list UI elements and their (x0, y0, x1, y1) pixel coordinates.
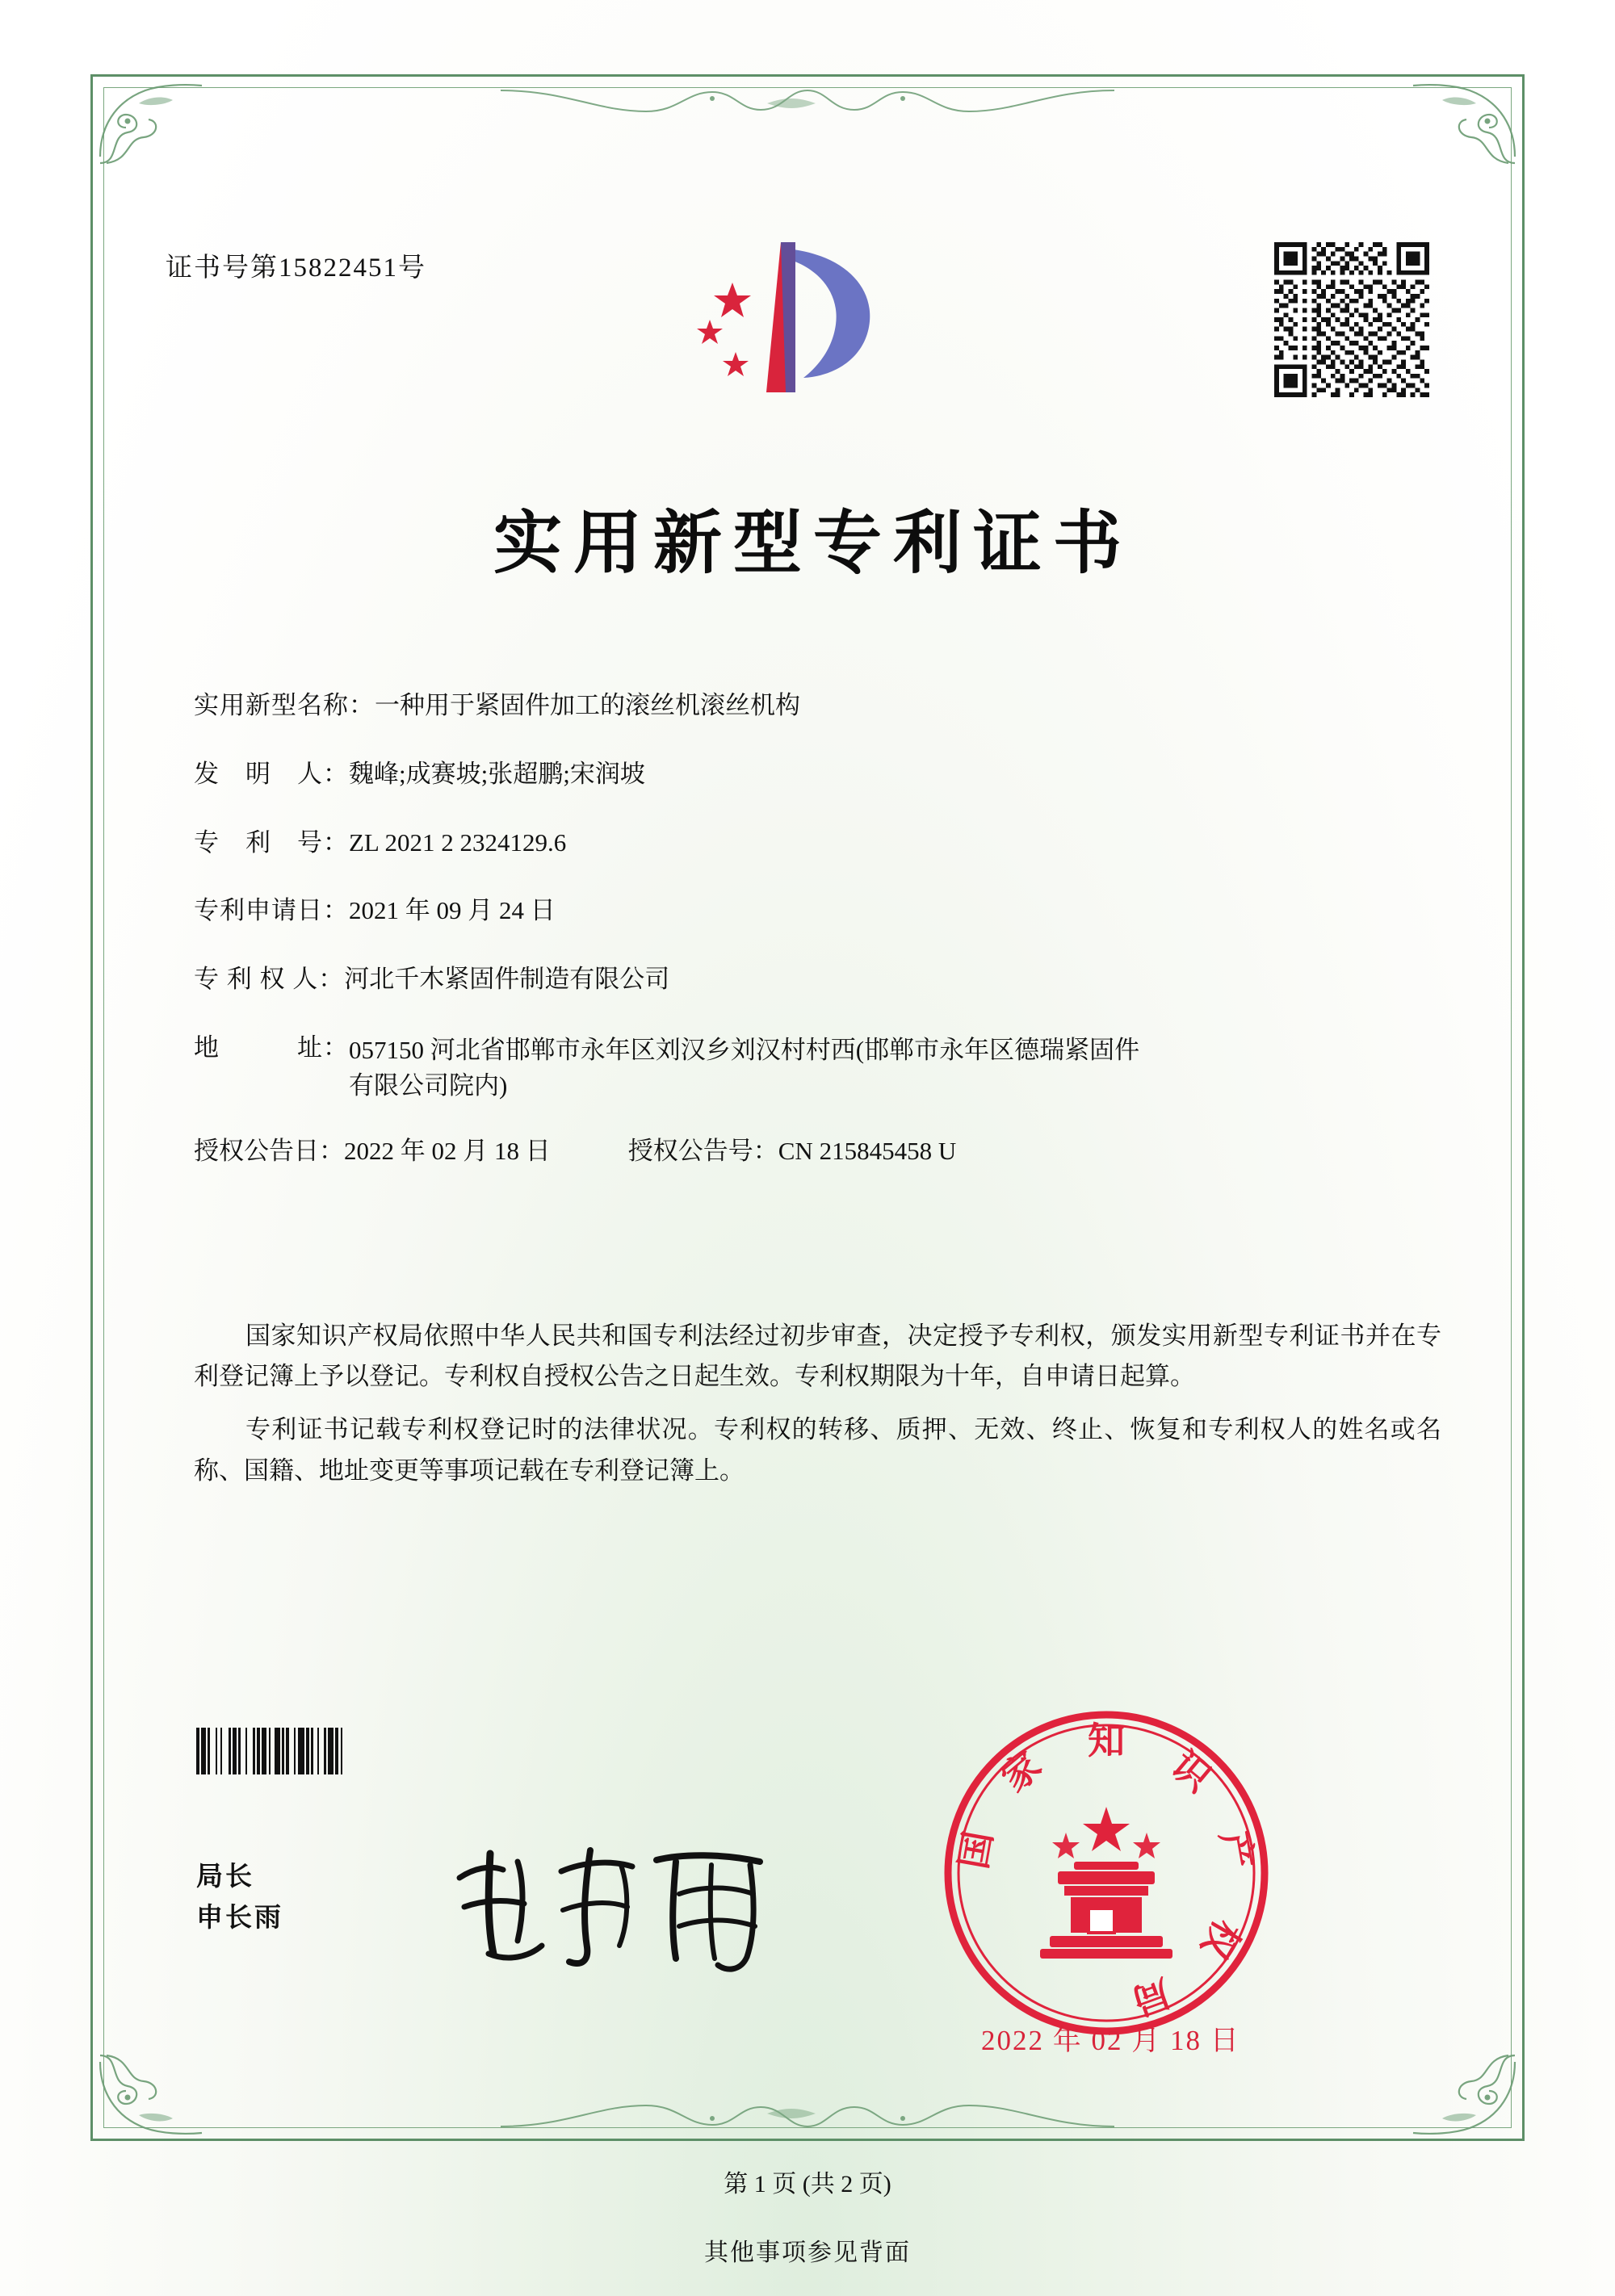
paragraph-1: 国家知识产权局依照中华人民共和国专利法经过初步审查，决定授予专利权，颁发实用新型专利证书并在专利登记簿上予以登记。专利权自授权公告之日起生效。专利权期限为十年，自申请日起算。 (194, 1322, 1441, 1391)
qr-code (1274, 242, 1429, 397)
corner-ornament-icon (1399, 79, 1520, 168)
field-label: 专利申请日： (194, 896, 349, 925)
border-flourish-icon (501, 2089, 1114, 2138)
field-label: 实用新型名称： (194, 691, 375, 719)
border-flourish-icon (501, 79, 1114, 128)
field-label: 发 明 人： (194, 759, 349, 788)
page-title: 实用新型专利证书 (493, 503, 1133, 584)
field-value: 057150 河北省邯郸市永年区刘汉乡刘汉村村西(邯郸市永年区德瑞紧固件有限公司院内) (349, 1035, 1140, 1100)
signature-labels (196, 1857, 283, 1939)
seal-date: 2022 年 02 月 18 日 (981, 2025, 1240, 2056)
field-label: 专 利 号： (194, 827, 349, 857)
paragraph-2: 专利证书记载专利权登记时的法律状况。专利权的转移、质押、无效、终止、恢复和专利权人的姓名或名称、国籍、地址变更等事项记载在专利登记簿上。 (194, 1415, 1441, 1485)
corner-ornament-icon (1399, 2051, 1520, 2139)
field-value: ZL 2021 2 2324129.6 (349, 827, 567, 857)
barcode-bar (247, 1728, 253, 1774)
barcode-bar (275, 1728, 280, 1774)
svg-text:国: 国 (950, 1828, 1001, 1872)
field-label: 专 利 权 人： (194, 965, 345, 993)
cnipa-logo-icon (682, 234, 892, 408)
grant-number-label: 授权公告号： (627, 1136, 778, 1165)
back-note: 其他事项参见背面 (704, 2239, 911, 2266)
corner-ornament-icon (95, 2051, 216, 2139)
field-value: 河北千木紧固件制造有限公司 (344, 965, 670, 993)
cnipa-red-seal-icon (937, 1703, 1276, 2043)
grant-date-label: 授权公告日： (194, 1136, 344, 1165)
grant-date-value: 2022 年 02 月 18 日 (344, 1136, 551, 1165)
field-value: 魏峰;成赛坡;张超鹏;宋润坡 (349, 759, 645, 788)
field-row-utility-model-name (194, 690, 1454, 722)
barcode-bar (342, 1728, 346, 1774)
barcode-bar (328, 1728, 333, 1774)
field-row-inventors (194, 759, 1454, 790)
svg-text:家: 家 (992, 1742, 1050, 1800)
certificate-number: 证书号第15822451号 (166, 253, 426, 283)
grant-number-value: CN 215845458 U (778, 1136, 957, 1165)
svg-text:识: 识 (1163, 1742, 1220, 1800)
field-label: 地 址： (194, 1033, 349, 1062)
director-name: 申长雨 (196, 1904, 283, 1934)
svg-text:权: 权 (1193, 1912, 1249, 1967)
field-value: 一种用于紧固件加工的滚丝机滚丝机构 (375, 691, 800, 719)
field-row-patent-number (194, 827, 1454, 859)
field-value: 2021 年 09 月 24 日 (349, 896, 556, 925)
svg-text:产: 产 (1211, 1828, 1262, 1872)
legal-text (194, 1316, 1441, 1504)
svg-text:局: 局 (1126, 1970, 1177, 2025)
field-row-grant-announcement (194, 1136, 1454, 1167)
field-row-patentee (194, 964, 1454, 995)
field-list (194, 690, 1454, 1209)
handwritten-signature-icon (440, 1833, 787, 1978)
corner-ornament-icon (95, 79, 216, 168)
director-title: 局长 (196, 1862, 254, 1892)
barcode-bar (222, 1728, 229, 1774)
page-indicator: 第 1 页 (共 2 页) (724, 2171, 891, 2198)
svg-text:知: 知 (1088, 1719, 1125, 1762)
field-row-address (194, 1033, 1454, 1104)
field-row-application-date (194, 895, 1454, 927)
barcode-bar (298, 1728, 304, 1774)
barcode (196, 1728, 600, 1774)
barcode-bar (210, 1728, 216, 1774)
